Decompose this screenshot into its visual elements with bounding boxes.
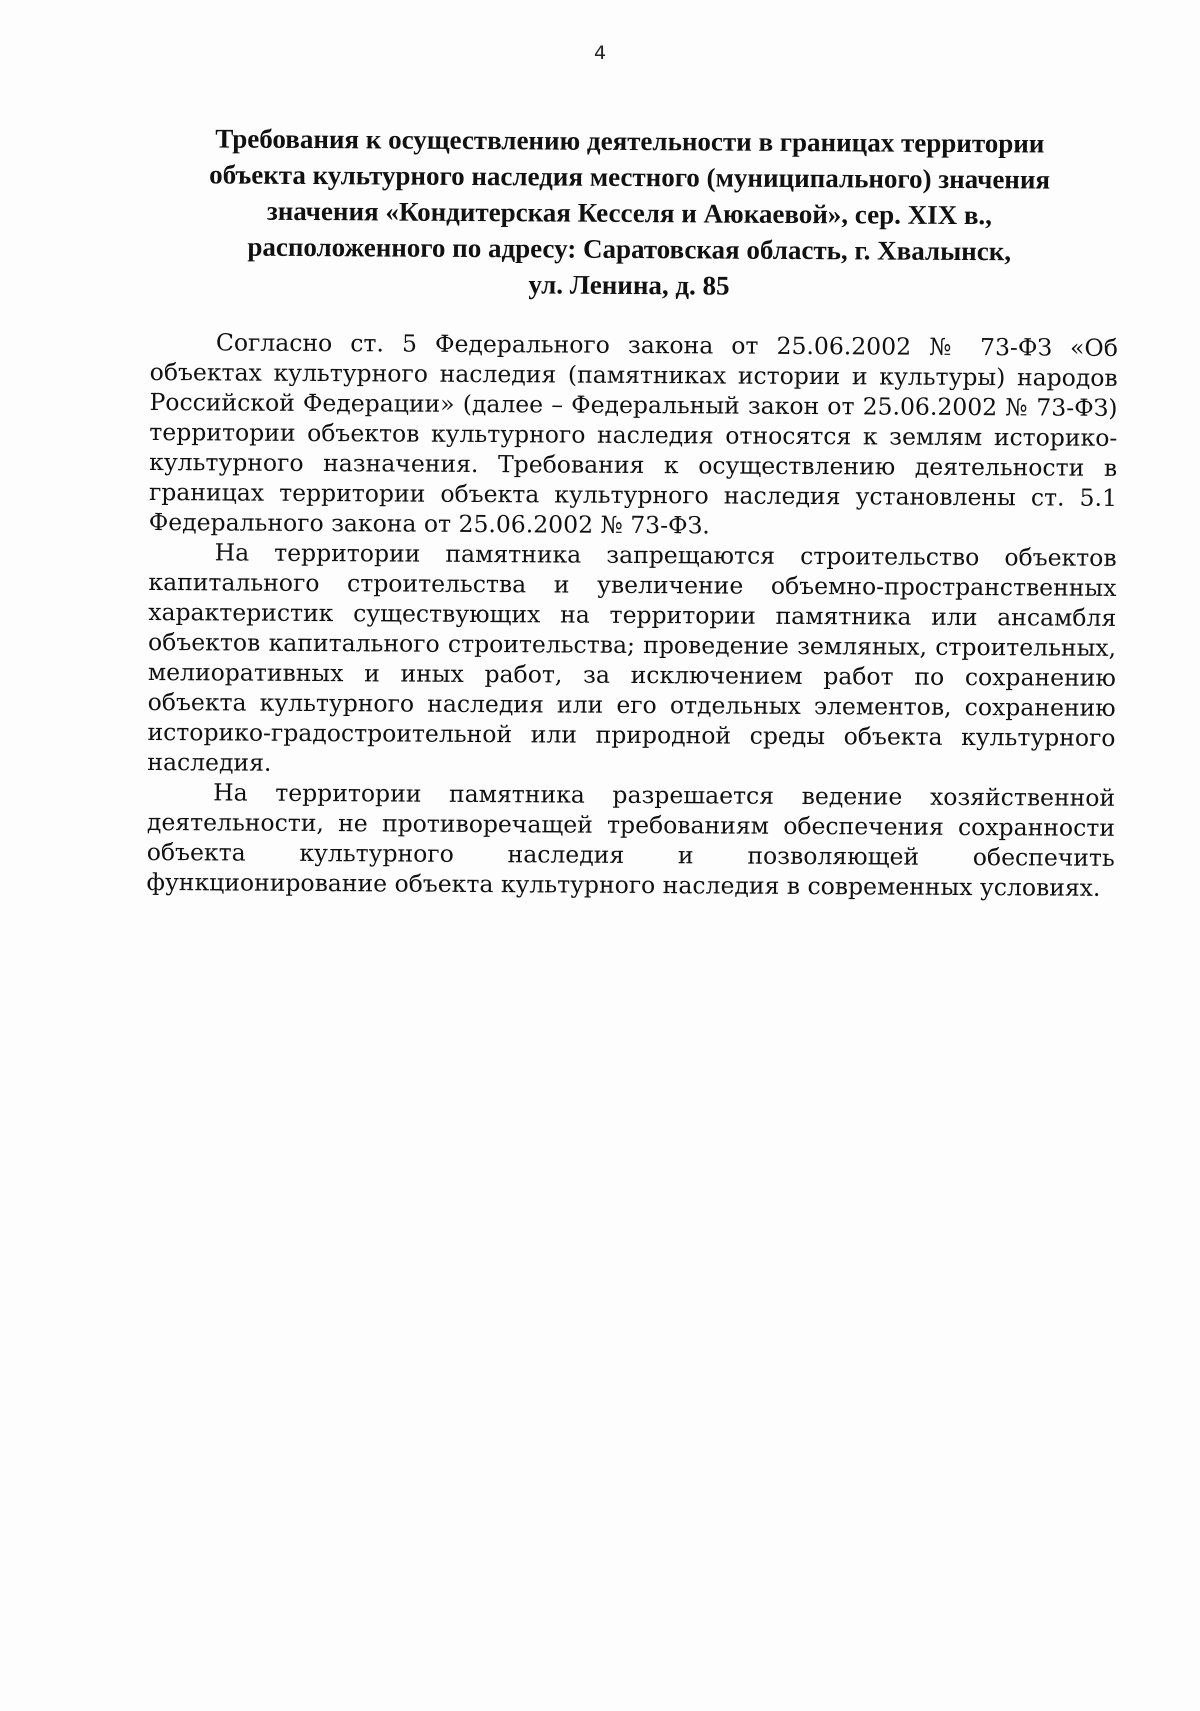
title-line-4: расположенного по адресу: Саратовская область, г. Хвалынск, [247,231,1012,267]
document-title [139,120,1120,306]
title-line-3: значения «Кондитерская Кесселя и Аюкаевой», сер. XIX в., [266,195,993,231]
title-line-5: ул. Ленина, д. 85 [528,269,730,301]
paragraph-permissions: На территории памятника разрешается ведение хозяйственной деятельности, не противоречащей требованиям обеспечения сохранности объекта культурного наследия и позволяющей обеспечить функционирование объекта культурного наследия в современных условиях. [146,778,1116,902]
title-line-2: объекта культурного наследия местного (муниципального) значения [209,159,1051,195]
title-line-1: Требования к осуществлению деятельности в границах территории [215,123,1045,159]
paragraph-prohibitions: На территории памятника запрещаются строительство объектов капитального строительства и увеличение объемно-пространственных характеристик существующих на территории памятника или ансамбля объектов капитального строительства; проведение земляных, строительных, мелиоративных и иных работ, за исключением работ по сохранению объекта культурного наследия или его отдельных элементов, сохранению историко-градостроительной или природной среды объекта культурного наследия. [147,538,1117,777]
paragraph-legal-basis: Согласно ст. 5 Федерального закона от 25.06.2002 № 73-ФЗ «Об объектах культурного наследия (памятниках истории и культуры) народов Российской Федерации» (далее – Федеральный закон от 25.06.2002 № 73-ФЗ) территории объектов культурного наследия относятся к землям историко-культурного назначения. Требования к осуществлению деятельности в границах территории объекта культурного наследия установлены ст. 5.1 Федерального закона от 25.06.2002 № 73-ФЗ. [148,328,1118,540]
page-number: 4 [593,42,607,64]
document-body [147,327,1118,903]
